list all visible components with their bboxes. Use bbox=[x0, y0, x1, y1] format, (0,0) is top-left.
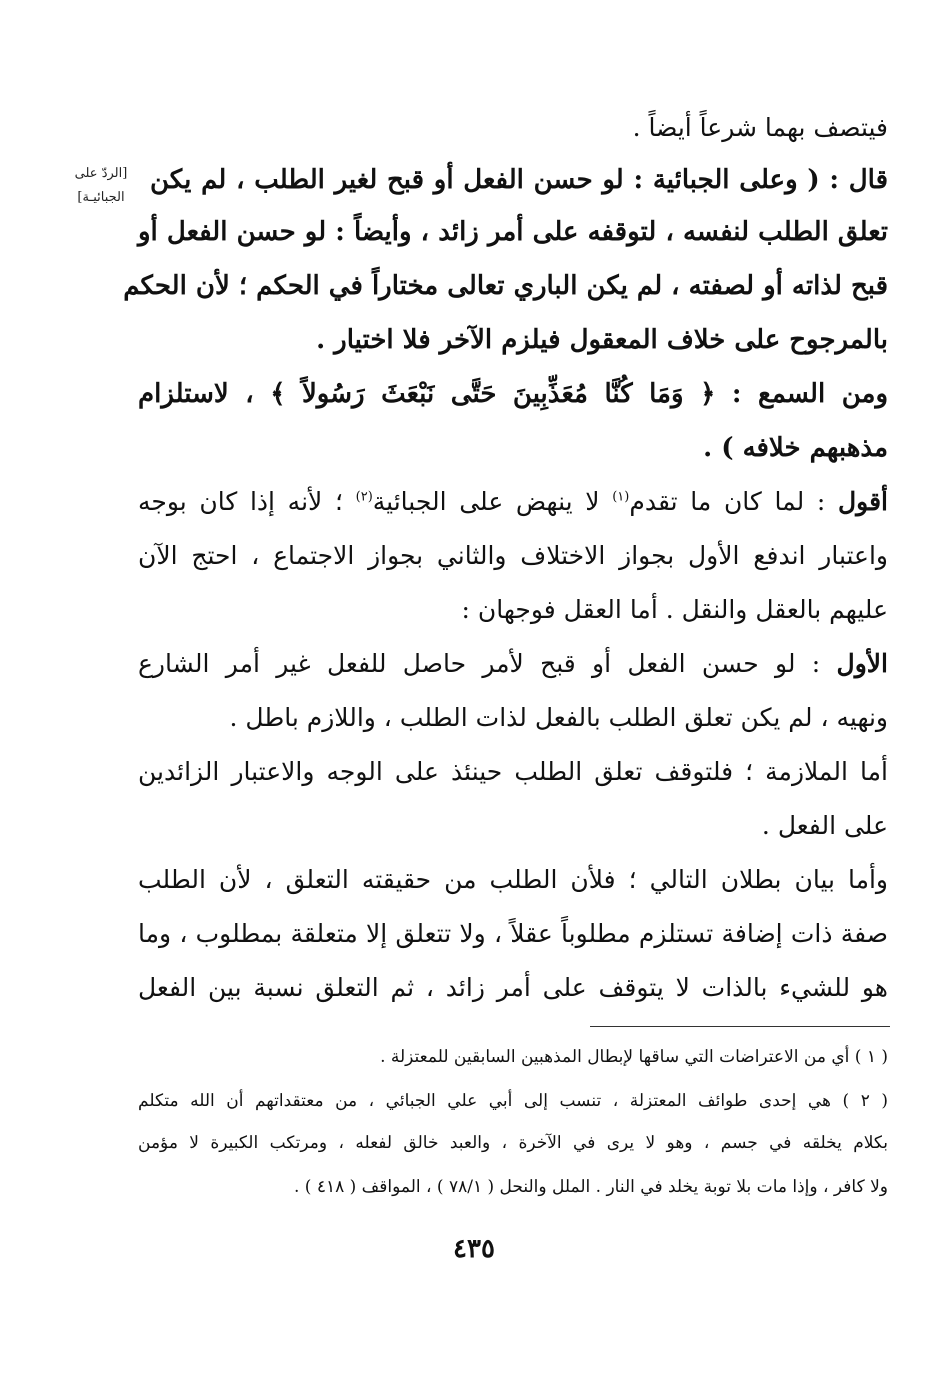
text-line-7: مذهبهم خلافه ) . bbox=[703, 433, 888, 463]
text-line-2: قال : ( وعلى الجبائية : لو حسن الفعل أو قبح لغير الطلب ، لم يكن bbox=[150, 165, 888, 195]
text-line-11-body: : لو حسن الفعل أو قبح لأمر حاصل للفعل غير أمر الشارع bbox=[138, 649, 821, 678]
text-line-4: قبح لذاته أو لصفته ، لم يكن الباري تعالى مختاراً في الحكم ؛ لأن الحكم bbox=[123, 271, 888, 301]
footnote-ref-2[interactable]: (٢) bbox=[355, 489, 373, 505]
first-heading: الأول bbox=[836, 649, 888, 678]
text-line-8-part-a: : لما كان ما تقدم bbox=[629, 487, 826, 516]
text-line-17: هو للشيء بالذات لا يتوقف على أمر زائد ، ثم التعلق نسبة بين الفعل bbox=[138, 973, 888, 1002]
text-line-8-part-b: لا ينهض على الجبائية bbox=[372, 487, 600, 516]
text-line-10: عليهم بالعقل والنقل . أما العقل فوجهان : bbox=[461, 595, 888, 624]
text-line-13: أما الملازمة ؛ فلتوقف تعلق الطلب حينئذ على الوجه والاعتبار الزائدين bbox=[138, 757, 888, 786]
text-line-8-part-c: ؛ لأنه إذا كان بوجه bbox=[138, 487, 343, 516]
text-line-16: صفة ذات إضافة تستلزم مطلوباً عقلاً ، ولا تتعلق إلا متعلقة بمطلوب ، وما bbox=[138, 919, 888, 948]
footnote-ref-1[interactable]: (١) bbox=[612, 489, 630, 505]
text-line-11 bbox=[138, 646, 888, 682]
text-line-14: على الفعل . bbox=[761, 811, 888, 840]
text-line-15: وأما بيان بطلان التالي ؛ فلأن الطلب من حقيقته التعلق ، لأن الطلب bbox=[138, 865, 888, 894]
text-line-3: تعلق الطلب لنفسه ، لتوقفه على أمر زائد ، وأيضاً : لو حسن الفعل أو bbox=[138, 217, 888, 247]
margin-note: [الردّ على الجبائيـة] bbox=[74, 166, 128, 205]
footnote-2-line-3: ولا كافر ، وإذا مات بلا توبة يخلد في النار . الملل والنحل ( ٧٨/١ ) ، المواقف ( ٤١٨ ) . bbox=[293, 1177, 888, 1197]
text-line-9: واعتبار اندفع الأول بجواز الاختلاف والثاني بجواز الاجتماع ، احتج الآن bbox=[138, 541, 888, 570]
text-line-12: ونهيه ، لم يكن تعلق الطلب بالفعل لذات الطلب ، واللازم باطل . bbox=[229, 703, 888, 732]
aqulu-heading: أقول bbox=[837, 487, 888, 516]
text-line-5: بالمرجوح على خلاف المعقول فيلزم الآخر فلا اختيار . bbox=[316, 325, 888, 355]
footnote-1: ( ١ ) أي من الاعتراضات التي ساقها لإبطال المذهبين السابقين للمعتزلة . bbox=[380, 1047, 888, 1067]
text-line-1: فيتصف بهما شرعاً أيضاً . bbox=[632, 113, 888, 142]
footnote-separator bbox=[590, 1026, 890, 1027]
text-line-8 bbox=[138, 484, 888, 520]
footnote-2-line-1: ( ٢ ) هي إحدى طوائف المعتزلة ، تنسب إلى أبي علي الجبائي ، من معتقداتهم أن الله متكلم bbox=[138, 1091, 889, 1111]
page-number: ٤٣٥ bbox=[453, 1234, 495, 1264]
footnote-2-line-2: بكلام يخلقه في جسم ، وهو لا يرى في الآخرة ، والعبد خالق لفعله ، ومرتكب الكبيرة لا مؤمن bbox=[138, 1133, 888, 1153]
text-line-6: ومن السمع : ﴿ وَمَا كُنَّا مُعَذِّبِينَ حَتَّى نَبْعَثَ رَسُولاً ﴾ ، لاستلزام bbox=[138, 379, 888, 409]
